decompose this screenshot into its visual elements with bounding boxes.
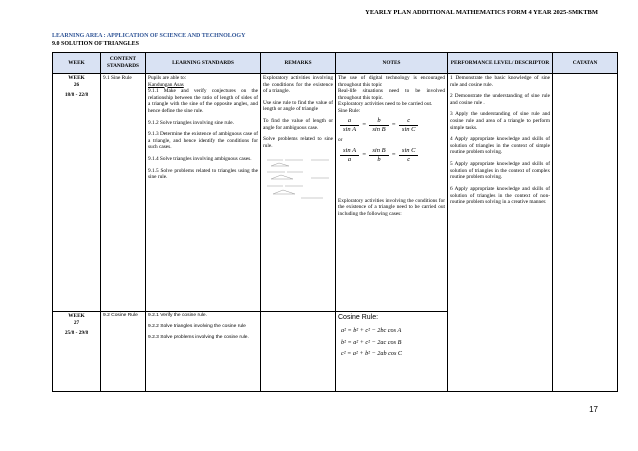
performance-level-2: 2 Demonstrate the understanding of sine rule and cosine rule . [450, 93, 550, 106]
remark-1: Exploratory activities involving the conditions for the existence of a triangle. [263, 75, 333, 95]
week-number: 26 [73, 81, 80, 88]
week-label: WEEK [68, 313, 85, 319]
fraction-b-inv [369, 147, 388, 164]
cosine-rule-formula-c: c² = a² + b² − 2ab cos C [341, 350, 403, 358]
page-number: 17 [589, 405, 598, 414]
remarks-cell [261, 312, 336, 392]
numerator: c [399, 117, 419, 126]
equals-sign: = [362, 151, 367, 159]
topic-title: 9.0 SOLUTION OF TRIANGLES [52, 41, 140, 47]
col-week: WEEK [53, 53, 101, 74]
learning-standard-9-1-2: 9.1.2 Solve triangles involving sine rule. [148, 119, 234, 126]
col-notes: NOTES [336, 53, 448, 74]
numerator: a [340, 117, 359, 126]
learning-standards-cell [146, 312, 261, 392]
learning-standard-9-1-3: 9.1.3 Determine the existence of ambiguous case of a triangle, and hence identify the conditions for such cases. [148, 131, 258, 151]
equals-sign: = [391, 121, 396, 129]
cosine-rule-formula-b: b² = a² + c² − 2ac cos B [341, 338, 402, 346]
week-dates: 18/8 - 22/8 [64, 92, 89, 99]
equals-sign: = [362, 121, 367, 129]
content-standard-cell: 9.2 Cosine Rule [101, 312, 146, 392]
learning-standard-9-2-3: 9.2.3 Solve problems involving the cosine rule. [148, 335, 249, 341]
fraction-a [340, 117, 359, 134]
week-cell [53, 312, 101, 392]
performance-level-4: 4 Apply appropriate knowledge and skills of solution of triangles in the context of simple routine problem solving. [450, 136, 550, 156]
denominator: sin C [401, 125, 416, 133]
week-cell [53, 74, 101, 312]
note-1: The use of digital technology is encouraged throughout this topic [338, 75, 445, 88]
numerator: sin A [340, 147, 359, 156]
fraction-c-inv [399, 147, 419, 164]
performance-level-5: 5 Apply appropriate knowledge and skills of solution of triangles in the context of complex routine problem solving. [450, 161, 550, 181]
learning-standards-cell [146, 74, 261, 312]
sine-rule-formula-1 [338, 117, 445, 134]
fraction-b [369, 117, 388, 134]
week-label: WEEK [68, 75, 85, 81]
learning-standard-9-1-1: 9.1.1 Make and verify conjectures on the relationship between the ratio of length of sides of a triangle with the sine of the opposite angles, and hence define the sine rule. [148, 88, 258, 115]
sine-rule-formula-2 [338, 147, 445, 164]
week-dates: 25/8 - 29/8 [64, 330, 89, 337]
cosine-rule-label: Cosine Rule: [338, 314, 379, 321]
col-content-standards: CONTENT STANDARDS [101, 53, 146, 74]
learning-standard-9-2-2: 9.2.2 Solve triangles involving the cosine rule [148, 324, 246, 330]
note-3: Exploratory activities need to be carried out. [338, 101, 433, 108]
equals-sign: = [391, 151, 396, 159]
learning-area: LEARNING AREA : APPLICATION OF SCIENCE AND TECHNOLOGY [52, 33, 246, 39]
notes-cell [336, 74, 448, 312]
remark-3: To find the value of length or angle for ambiguous case. [263, 118, 333, 131]
triangle-cases-diagram [263, 154, 333, 204]
week-number: 27 [73, 319, 80, 326]
remark-4: Solve problems related to sine rule. [263, 136, 333, 149]
remarks-cell [261, 74, 336, 312]
cosine-rule-formula-a: a² = b² + c² − 2bc cos A [341, 326, 402, 334]
learning-standard-9-1-5: 9.1.5 Solve problems related to triangles using the sine rule. [148, 167, 258, 181]
learning-intro: Pupils are able to: [148, 75, 187, 81]
remark-2: Use sine rule to find the value of length or angle of triangle [263, 99, 333, 113]
performance-level-6: 6 Apply appropriate knowledge and skills of solution of triangles in the context of non-routine problem solving in a creative manner. [450, 185, 550, 206]
denominator: a [347, 155, 352, 163]
col-remarks: REMARKS [261, 53, 336, 74]
performance-level-cell [448, 74, 553, 392]
learning-subheading: Kandungan Asas [148, 81, 184, 88]
denominator: c [407, 155, 411, 163]
yearly-plan-table [52, 52, 618, 392]
denominator: sin A [343, 125, 357, 133]
learning-standard-9-1-4: 9.1.4 Solve triangles involving ambiguous cases. [148, 156, 252, 163]
note-or: or [338, 136, 343, 143]
note-2: Real-life situations need to be involved throughout this topic. [338, 88, 445, 101]
note-exploratory: Exploratory activities involving the conditions for the existence of a triangle need to be carried out including the following cases: [338, 197, 445, 217]
performance-level-1: 1 Demonstrate the basic knowledge of sine rule and cosine rule. [450, 75, 550, 88]
fraction-c [399, 117, 419, 134]
fraction-a-inv [340, 147, 359, 164]
note-sine-rule-label: Sine Rule: [338, 108, 361, 115]
notes-cell [336, 312, 448, 392]
catatan-cell [553, 74, 618, 392]
numerator: b [369, 117, 388, 126]
table-row-week-26 [53, 74, 618, 312]
document-header: YEARLY PLAN ADDITIONAL MATHEMATICS FORM 4 YEAR 2025-SMKTBM [365, 9, 598, 16]
numerator: sin C [399, 147, 419, 156]
content-standard-cell: 9.1 Sine Rule [101, 74, 146, 312]
col-catatan: CATATAN [553, 53, 618, 74]
table-header-row [53, 53, 618, 74]
learning-standard-9-2-1: 9.2.1 Verify the cosine rule. [148, 313, 207, 318]
col-performance-level: PERFORMANCE LEVEL/ DESCRIPTOR [448, 53, 553, 74]
denominator: sin B [372, 125, 386, 133]
col-learning-standards: LEARNING STANDARDS [146, 53, 261, 74]
denominator: b [377, 155, 381, 163]
numerator: sin B [369, 147, 388, 156]
performance-level-3: 3 Apply the understanding of sine rule and cosine rule and area of a triangle to perform simple tasks. [450, 111, 550, 131]
